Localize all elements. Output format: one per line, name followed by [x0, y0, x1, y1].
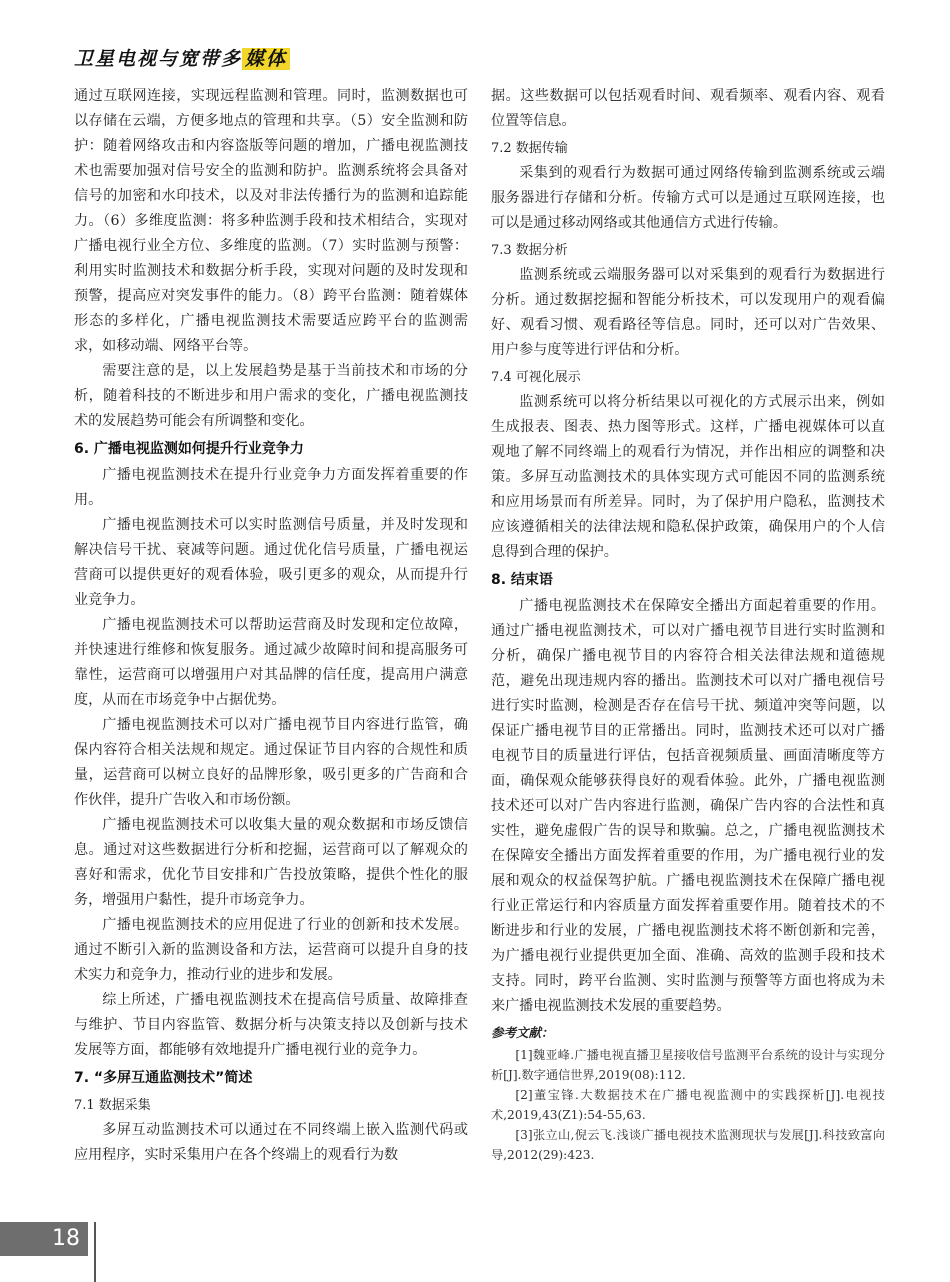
- right-column: [491, 84, 885, 1165]
- subsection-heading-7-2: 7.2 数据传输: [491, 141, 568, 156]
- subsection-heading-7-3: 7.3 数据分析: [491, 243, 568, 258]
- paragraph: 据。这些数据可以包括观看时间、观看频率、观看内容、观看位置等信息。: [491, 88, 885, 129]
- paragraph: 广播电视监测技术可以收集大量的观众数据和市场反馈信息。通过对这些数据进行分析和挖掘，运营商可以了解观众的喜好和需求，优化节目安排和广告投放策略，提供个性化的服务，增强用户黏性，提升市场竞争力。: [74, 817, 468, 908]
- page-number: 18: [0, 1222, 88, 1256]
- reference-item: [1]魏亚峰.广播电视直播卫星接收信号监测平台系统的设计与实现分析[J].数字通信世界,2019(08):112.: [491, 1048, 885, 1082]
- paragraph: 采集到的观看行为数据可通过网络传输到监测系统或云端服务器进行存储和分析。传输方式可以是通过互联网连接，也可以是通过移动网络或其他通信方式进行传输。: [491, 165, 885, 231]
- journal-title-highlight: 媒体: [242, 48, 290, 70]
- subsection-heading-7-4: 7.4 可视化展示: [491, 370, 581, 385]
- section-heading-7: 7. “多屏互通监测技术”简述: [74, 1070, 253, 1086]
- subsection-heading-7-1: 7.1 数据采集: [74, 1098, 151, 1113]
- paragraph: 广播电视监测技术可以实时监测信号质量，并及时发现和解决信号干扰、衰减等问题。通过优化信号质量，广播电视运营商可以提供更好的观看体验，吸引更多的观众，从而提升行业竞争力。: [74, 517, 468, 608]
- section-heading-8: 8. 结束语: [491, 572, 553, 588]
- paragraph: 监测系统或云端服务器可以对采集到的观看行为数据进行分析。通过数据挖掘和智能分析技术，可以发现用户的观看偏好、观看习惯、观看路径等信息。同时，还可以对广告效果、用户参与度等进行评估和分析。: [491, 267, 885, 358]
- paragraph: 广播电视监测技术的应用促进了行业的创新和技术发展。通过不断引入新的监测设备和方法，运营商可以提升自身的技术实力和竞争力，推动行业的进步和发展。: [74, 917, 468, 983]
- section-heading-6: 6. 广播电视监测如何提升行业竞争力: [74, 441, 304, 457]
- paragraph: 广播电视监测技术可以帮助运营商及时发现和定位故障，并快速进行维修和恢复服务。通过减少故障时间和提高服务可靠性，运营商可以增强用户对其品牌的信任度，提高用户满意度，从而在市场竞争中占据优势。: [74, 617, 468, 708]
- paragraph: 综上所述，广播电视监测技术在提高信号质量、故障排查与维护、节目内容监管、数据分析与决策支持以及创新与技术发展等方面，都能够有效地提升广播电视行业的竞争力。: [74, 992, 468, 1058]
- paragraph: 广播电视监测技术在提升行业竞争力方面发挥着重要的作用。: [74, 467, 468, 508]
- paragraph: 广播电视监测技术在保障安全播出方面起着重要的作用。通过广播电视监测技术，可以对广播电视节目进行实时监测和分析，确保广播电视节目的内容符合相关法律法规和道德规范，避免出现违规内容的播出。监测技术可以对广播电视信号进行实时监测，检测是否存在信号干扰、频道冲突等问题，以保证广播电视节目的正常播出。同时，监测技术还可以对广播电视节目的质量进行评估，包括音视频质量、画面清晰度等方面，确保观众能够获得良好的观看体验。此外，广播电视监测技术还可以对广告内容进行监测，确保广告内容的合法性和真实性，避免虚假广告的误导和欺骗。总之，广播电视监测技术在保障安全播出方面发挥着重要的作用，为广播电视行业的发展和观众的权益保驾护航。广播电视监测技术在保障广播电视行业正常运行和内容质量方面发挥着重要作用。随着技术的不断进步和行业的发展，广播电视监测技术将不断创新和完善，为广播电视行业提供更加全面、准确、高效的监测手段和技术支持。同时，跨平台监测、实时监测与预警等方面也将成为未来广播电视监测技术发展的重要趋势。: [491, 598, 885, 1014]
- journal-title: 卫星电视与宽带多: [74, 48, 243, 70]
- paragraph: 监测系统可以将分析结果以可视化的方式展示出来，例如生成报表、图表、热力图等形式。这样，广播电视媒体可以直观地了解不同终端上的观看行为情况，并作出相应的调整和决策。多屏互动监测技术的具体实现方式可能因不同的监测系统和应用场景而有所差异。同时，为了保护用户隐私，监测技术应该遵循相关的法律法规和隐私保护政策，确保用户的个人信息得到合理的保护。: [491, 394, 885, 560]
- paragraph: 广播电视监测技术可以对广播电视节目内容进行监管，确保内容符合相关法规和规定。通过保证节目内容的合规性和质量，运营商可以树立良好的品牌形象，吸引更多的广告商和合作伙伴，提升广告收入和市场份额。: [74, 717, 468, 808]
- reference-item: [2]董宝锋.大数据技术在广播电视监测中的实践探析[J].电视技术,2019,43(Z1):54-55,63.: [491, 1088, 885, 1122]
- paragraph: 需要注意的是，以上发展趋势是基于当前技术和市场的分析，随着科技的不断进步和用户需求的变化，广播电视监测技术的发展趋势可能会有所调整和变化。: [74, 363, 468, 429]
- journal-masthead: [74, 44, 290, 71]
- paragraph: 通过互联网连接，实现远程监测和管理。同时，监测数据也可以存储在云端，方便多地点的管理和共享。（5）安全监测和防护：随着网络攻击和内容盗版等问题的增加，广播电视监测技术也需要加强对信号安全的监测和防护。监测系统将会具备对信号的加密和水印技术，以及对非法传播行为的监测和追踪能力。（6）多维度监测：将多种监测手段和技术相结合，实现对广播电视行业全方位、多维度的监测。（7）实时监测与预警：利用实时监测技术和数据分析手段，实现对问题的及时发现和预警，提高应对突发事件的能力。（8）跨平台监测：随着媒体形态的多样化，广播电视监测技术需要适应跨平台的监测需求，如移动端、网络平台等。: [74, 88, 468, 354]
- page-divider: [94, 1222, 96, 1282]
- reference-item: [3]张立山,倪云飞.浅谈广播电视技术监测现状与发展[J].科技致富向导,2012(29):423.: [491, 1128, 885, 1162]
- references-heading: 参考文献：: [491, 1025, 554, 1040]
- left-column: [74, 84, 468, 1168]
- paragraph: 多屏互动监测技术可以通过在不同终端上嵌入监测代码或应用程序，实时采集用户在各个终端上的观看行为数: [74, 1122, 468, 1163]
